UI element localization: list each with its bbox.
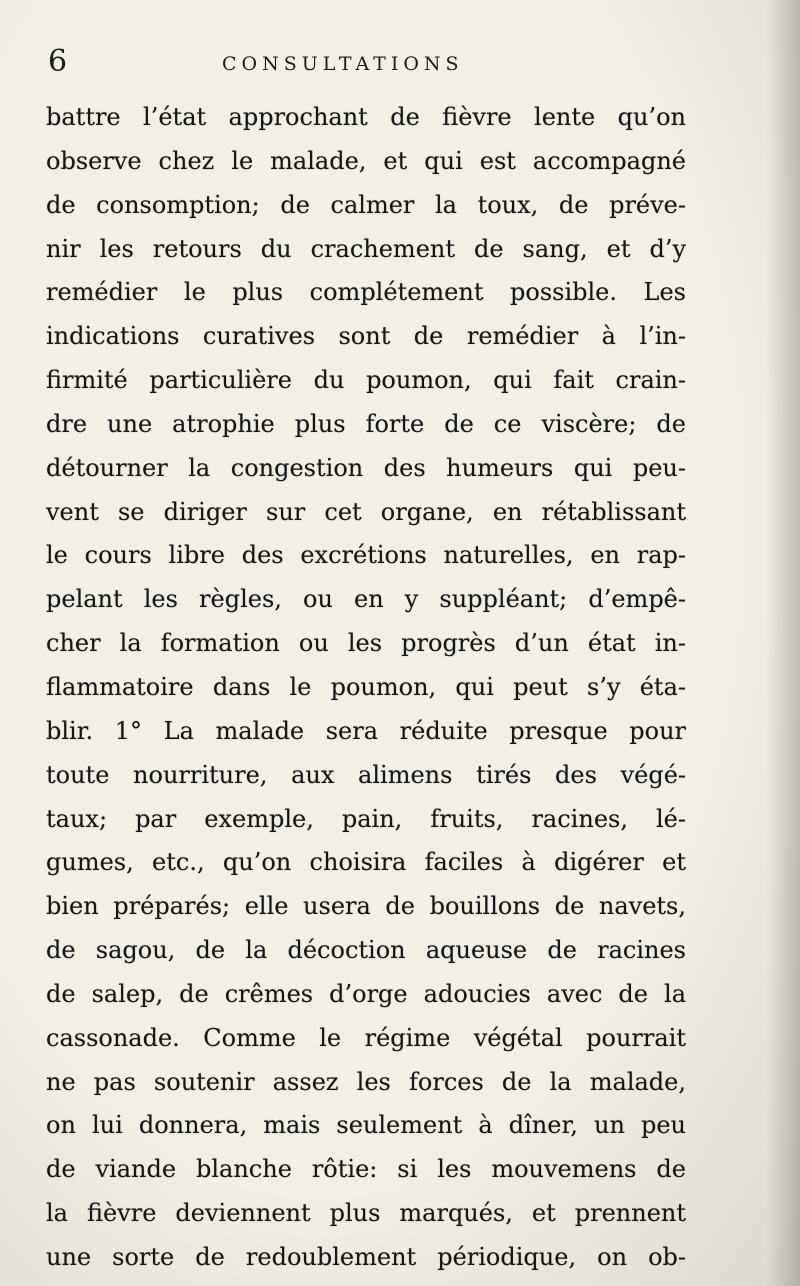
text-line: blir. 1° La malade sera réduite presque pour [46,716,686,745]
text-line: le cours libre des excrétions naturelles, en rap- [46,541,686,570]
text-line: de salep, de crêmes d’orge adoucies avec de la [46,979,686,1008]
page-header [48,44,688,84]
text-line: pelant les règles, ou en y suppléant; d’empê- [46,585,686,614]
text-line: nir les retours du crachement de sang, et d’y [46,234,686,263]
text-line: toute nourriture, aux alimens tirés des végé- [46,760,686,789]
text-line: vent se diriger sur cet organe, en rétablissant [46,497,686,526]
body-text [46,96,686,1280]
text-line: flammatoire dans le poumon, qui peut s’y éta- [46,672,686,701]
text-line: on lui donnera, mais seulement à dîner, un peu [46,1111,686,1140]
text-line: ne pas soutenir assez les forces de la malade, [46,1067,686,1096]
text-line: détourner la congestion des humeurs qui peu- [46,453,686,482]
text-line: cher la formation ou les progrès d’un état in- [46,629,686,658]
text-line: battre l’état approchant de fièvre lente qu’on [46,103,686,131]
text-line: bien préparés; elle usera de bouillons de navets, [46,892,686,921]
text-line: taux; par exemple, pain, fruits, racines, lé- [46,804,686,833]
text-line: indications curatives sont de remédier à l’in- [46,322,686,351]
page-edge-shadow [766,0,800,1286]
text-line: firmité particulière du poumon, qui fait crain- [46,366,686,395]
text-line: remédier le plus complétement possible. Les [46,278,686,307]
text-line: de viande blanche rôtie: si les mouvemens de [46,1155,686,1184]
text-line: dre une atrophie plus forte de ce viscère; de [46,409,686,438]
text-line: de consomption; de calmer la toux, de préve- [46,190,686,219]
text-line: gumes, etc., qu’on choisira faciles à digérer et [46,848,686,877]
text-line: cassonade. Comme le régime végétal pourrait [46,1023,686,1052]
page-number: 6 [48,44,68,79]
running-head: CONSULTATIONS [222,53,464,75]
text-line: de sagou, de la décoction aqueuse de racines [46,936,686,965]
text-line: la fièvre deviennent plus marqués, et prennent [46,1199,686,1228]
text-line: observe chez le malade, et qui est accompagné [46,146,686,175]
text-line: une sorte de redoublement périodique, on ob- [46,1242,686,1271]
